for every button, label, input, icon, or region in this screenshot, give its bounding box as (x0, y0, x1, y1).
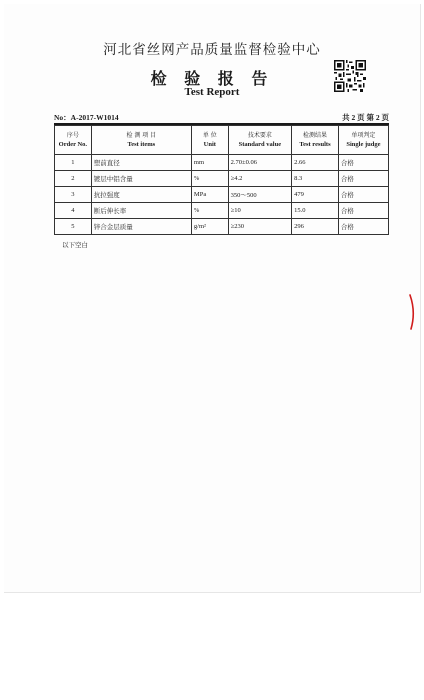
cell-item: 锌合金层质量 (91, 219, 191, 235)
cell-result: 15.0 (292, 203, 339, 219)
cell-judge: 合格 (338, 171, 388, 187)
column-header-item: 检 测 项 目 Test items (91, 126, 191, 155)
cell-standard: ≥10 (228, 203, 291, 219)
qr-code-icon (334, 60, 366, 92)
table-row (55, 187, 389, 203)
table-row (55, 219, 389, 235)
report-meta (54, 112, 389, 123)
cell-order: 2 (55, 171, 92, 187)
table-header-row (55, 126, 389, 155)
cell-standard: 2.70±0.06 (228, 155, 291, 171)
cell-item: 抗拉强度 (91, 187, 191, 203)
column-header-result: 检测结果 Test results (292, 126, 339, 155)
cell-result: 8.3 (292, 171, 339, 187)
cell-item: 塑前直径 (91, 155, 191, 171)
table-row (55, 171, 389, 187)
cell-judge: 合格 (338, 203, 388, 219)
cell-order: 4 (55, 203, 92, 219)
cell-order: 1 (55, 155, 92, 171)
cell-item: 断后伸长率 (91, 203, 191, 219)
column-header-standard: 技术要求 Standard value (228, 126, 291, 155)
blank-below-note: 以下空白 (62, 241, 88, 249)
cell-judge: 合格 (338, 219, 388, 235)
organization-name: 河北省丝网产品质量监督检验中心 (103, 42, 321, 58)
cell-order: 3 (55, 187, 92, 203)
cell-judge: 合格 (338, 187, 388, 203)
cell-standard: ≥4.2 (228, 171, 291, 187)
column-header-order: 序号 Order No. (55, 126, 92, 155)
report-page (4, 4, 421, 593)
cell-unit: g/m² (191, 219, 228, 235)
report-title-cn: 检 验 报 告 (150, 69, 274, 88)
cell-judge: 合格 (338, 155, 388, 171)
table-row (55, 203, 389, 219)
cell-standard: ≥230 (228, 219, 291, 235)
report-number: No：A-2017-W1014 (54, 113, 119, 122)
table-row (55, 155, 389, 171)
column-header-judge: 单项判定 Single judge (338, 126, 388, 155)
cell-order: 5 (55, 219, 92, 235)
cell-result: 2.66 (292, 155, 339, 171)
column-header-unit: 单 位 Unit (191, 126, 228, 155)
test-results-table (54, 123, 389, 235)
cell-unit: mm (191, 155, 228, 171)
cell-unit: % (191, 171, 228, 187)
cell-standard: 350～500 (228, 187, 291, 203)
page-indicator: 共 2 页 第 2 页 (342, 113, 389, 122)
cell-result: 479 (292, 187, 339, 203)
cell-result: 296 (292, 219, 339, 235)
red-pen-mark (409, 294, 417, 330)
cell-unit: MPa (191, 187, 228, 203)
report-title-en: Test Report (184, 86, 240, 98)
cell-item: 镀层中铝含量 (91, 171, 191, 187)
cell-unit: % (191, 203, 228, 219)
